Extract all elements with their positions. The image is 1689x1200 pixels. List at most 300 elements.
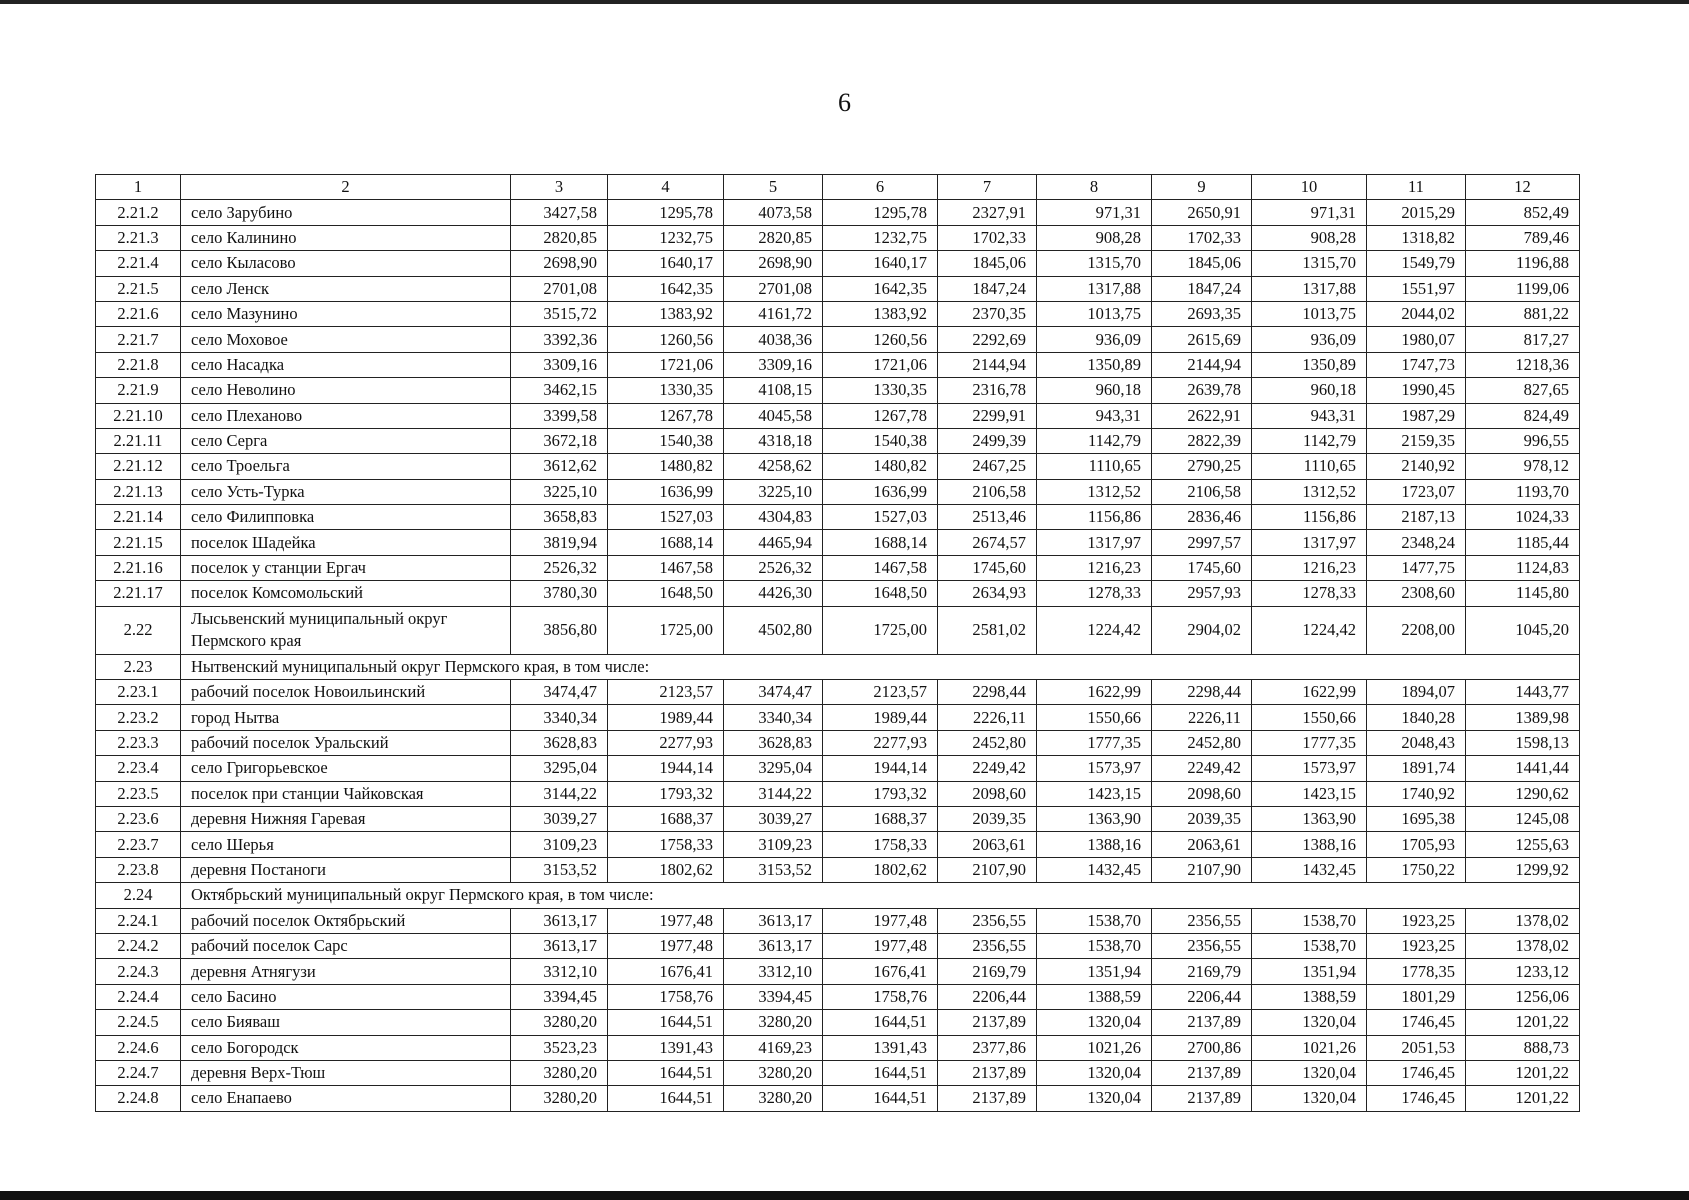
settlement-name: село Троельга [181, 454, 511, 479]
value-cell: 943,31 [1037, 403, 1152, 428]
value-cell: 2187,13 [1367, 505, 1466, 530]
table-row [96, 378, 1580, 403]
page-number: 6 [838, 88, 851, 117]
value-cell: 3039,27 [724, 806, 823, 831]
value-cell: 1467,58 [608, 555, 724, 580]
value-cell: 1480,82 [608, 454, 724, 479]
settlement-name: село Григорьевское [181, 756, 511, 781]
value-cell: 2467,25 [938, 454, 1037, 479]
value-cell: 1540,38 [823, 428, 938, 453]
row-code: 2.21.3 [96, 225, 181, 250]
table-row [96, 301, 1580, 326]
value-cell: 1256,06 [1466, 984, 1580, 1009]
value-cell: 2106,58 [1152, 479, 1252, 504]
column-header: 7 [938, 175, 1037, 200]
value-cell: 1845,06 [1152, 251, 1252, 276]
row-code: 2.21.2 [96, 200, 181, 225]
value-cell: 2226,11 [1152, 705, 1252, 730]
value-cell: 4318,18 [724, 428, 823, 453]
value-cell: 3280,20 [724, 1086, 823, 1111]
value-cell: 1636,99 [823, 479, 938, 504]
value-cell: 2452,80 [1152, 730, 1252, 755]
value-cell: 1388,59 [1037, 984, 1152, 1009]
value-cell: 1980,07 [1367, 327, 1466, 352]
value-cell: 1295,78 [823, 200, 938, 225]
value-cell: 3613,17 [724, 933, 823, 958]
value-cell: 1636,99 [608, 479, 724, 504]
value-cell: 3612,62 [511, 454, 608, 479]
value-cell: 2098,60 [1152, 781, 1252, 806]
value-cell: 1793,32 [823, 781, 938, 806]
value-cell: 1388,59 [1252, 984, 1367, 1009]
value-cell: 1538,70 [1252, 908, 1367, 933]
table-row [96, 680, 1580, 705]
value-cell: 1110,65 [1037, 454, 1152, 479]
value-cell: 817,27 [1466, 327, 1580, 352]
settlement-name: село Серга [181, 428, 511, 453]
value-cell: 3780,30 [511, 581, 608, 606]
table-row [96, 1060, 1580, 1085]
table-body [96, 200, 1580, 1111]
value-cell: 2137,89 [938, 1010, 1037, 1035]
value-cell: 1598,13 [1466, 730, 1580, 755]
value-cell: 2044,02 [1367, 301, 1466, 326]
value-cell: 1315,70 [1252, 251, 1367, 276]
table-row [96, 606, 1580, 654]
value-cell: 1267,78 [823, 403, 938, 428]
settlement-name: рабочий поселок Октябрьский [181, 908, 511, 933]
value-cell: 908,28 [1037, 225, 1152, 250]
value-cell: 1320,04 [1037, 1060, 1152, 1085]
row-code: 2.24.4 [96, 984, 181, 1009]
value-cell: 881,22 [1466, 301, 1580, 326]
value-cell: 1378,02 [1466, 908, 1580, 933]
value-cell: 4426,30 [724, 581, 823, 606]
value-cell: 1644,51 [823, 1010, 938, 1035]
row-code: 2.21.14 [96, 505, 181, 530]
value-cell: 1383,92 [823, 301, 938, 326]
value-cell: 1990,45 [1367, 378, 1466, 403]
value-cell: 1676,41 [823, 959, 938, 984]
value-cell: 3628,83 [511, 730, 608, 755]
value-cell: 2140,92 [1367, 454, 1466, 479]
value-cell: 1378,02 [1466, 933, 1580, 958]
settlement-name: село Усть-Турка [181, 479, 511, 504]
value-cell: 1987,29 [1367, 403, 1466, 428]
row-code: 2.24 [96, 883, 181, 908]
value-cell: 1977,48 [823, 933, 938, 958]
value-cell: 1295,78 [608, 200, 724, 225]
value-cell: 1312,52 [1037, 479, 1152, 504]
value-cell: 2698,90 [724, 251, 823, 276]
table-row [96, 505, 1580, 530]
value-cell: 2039,35 [1152, 806, 1252, 831]
tariff-table [95, 174, 1580, 1112]
value-cell: 2693,35 [1152, 301, 1252, 326]
value-cell: 4304,83 [724, 505, 823, 530]
section-row [96, 654, 1580, 679]
table-row [96, 933, 1580, 958]
value-cell: 3523,23 [511, 1035, 608, 1060]
value-cell: 888,73 [1466, 1035, 1580, 1060]
value-cell: 1045,20 [1466, 606, 1580, 654]
settlement-name: поселок Комсомольский [181, 581, 511, 606]
value-cell: 4161,72 [724, 301, 823, 326]
value-cell: 1260,56 [823, 327, 938, 352]
value-cell: 1255,63 [1466, 832, 1580, 857]
row-code: 2.23.2 [96, 705, 181, 730]
row-code: 2.23.7 [96, 832, 181, 857]
value-cell: 2063,61 [1152, 832, 1252, 857]
value-cell: 1676,41 [608, 959, 724, 984]
table-row [96, 403, 1580, 428]
value-cell: 1740,92 [1367, 781, 1466, 806]
value-cell: 1758,33 [608, 832, 724, 857]
value-cell: 1013,75 [1037, 301, 1152, 326]
row-code: 2.23.4 [96, 756, 181, 781]
value-cell: 4169,23 [724, 1035, 823, 1060]
settlement-name: село Зарубино [181, 200, 511, 225]
value-cell: 1758,33 [823, 832, 938, 857]
value-cell: 936,09 [1037, 327, 1152, 352]
section-title: Нытвенский муниципальный округ Пермского края, в том числе: [181, 654, 1580, 679]
value-cell: 3225,10 [511, 479, 608, 504]
value-cell: 4045,58 [724, 403, 823, 428]
value-cell: 1746,45 [1367, 1010, 1466, 1035]
value-cell: 1423,15 [1252, 781, 1367, 806]
value-cell: 1388,16 [1037, 832, 1152, 857]
value-cell: 3613,17 [724, 908, 823, 933]
value-cell: 1467,58 [823, 555, 938, 580]
value-cell: 2639,78 [1152, 378, 1252, 403]
settlement-name: рабочий поселок Новоильинский [181, 680, 511, 705]
value-cell: 1278,33 [1252, 581, 1367, 606]
value-cell: 3515,72 [511, 301, 608, 326]
value-cell: 971,31 [1252, 200, 1367, 225]
value-cell: 1540,38 [608, 428, 724, 453]
value-cell: 1745,60 [1152, 555, 1252, 580]
settlement-name: поселок Шадейка [181, 530, 511, 555]
column-header: 1 [96, 175, 181, 200]
value-cell: 2348,24 [1367, 530, 1466, 555]
column-header: 11 [1367, 175, 1466, 200]
value-cell: 1267,78 [608, 403, 724, 428]
value-cell: 2581,02 [938, 606, 1037, 654]
settlement-name: село Плеханово [181, 403, 511, 428]
value-cell: 1391,43 [608, 1035, 724, 1060]
value-cell: 4108,15 [724, 378, 823, 403]
value-cell: 1725,00 [823, 606, 938, 654]
table-row [96, 352, 1580, 377]
value-cell: 1745,60 [938, 555, 1037, 580]
value-cell: 936,09 [1252, 327, 1367, 352]
value-cell: 3295,04 [724, 756, 823, 781]
value-cell: 1312,52 [1252, 479, 1367, 504]
value-cell: 3109,23 [724, 832, 823, 857]
value-cell: 3280,20 [511, 1086, 608, 1111]
row-code: 2.21.10 [96, 403, 181, 428]
table-row [96, 756, 1580, 781]
value-cell: 2277,93 [823, 730, 938, 755]
value-cell: 1688,37 [608, 806, 724, 831]
settlement-name: село Мазунино [181, 301, 511, 326]
value-cell: 2299,91 [938, 403, 1037, 428]
value-cell: 1278,33 [1037, 581, 1152, 606]
value-cell: 2159,35 [1367, 428, 1466, 453]
value-cell: 2698,90 [511, 251, 608, 276]
table-row [96, 959, 1580, 984]
row-code: 2.21.16 [96, 555, 181, 580]
value-cell: 1193,70 [1466, 479, 1580, 504]
value-cell: 2123,57 [608, 680, 724, 705]
table-row [96, 908, 1580, 933]
value-cell: 3856,80 [511, 606, 608, 654]
settlement-name: село Кыласово [181, 251, 511, 276]
value-cell: 1750,22 [1367, 857, 1466, 882]
value-cell: 1538,70 [1252, 933, 1367, 958]
value-cell: 1550,66 [1037, 705, 1152, 730]
value-cell: 2048,43 [1367, 730, 1466, 755]
value-cell: 1642,35 [823, 276, 938, 301]
value-cell: 2137,89 [1152, 1060, 1252, 1085]
value-cell: 1944,14 [823, 756, 938, 781]
value-cell: 1847,24 [1152, 276, 1252, 301]
value-cell: 2051,53 [1367, 1035, 1466, 1060]
settlement-name: село Басино [181, 984, 511, 1009]
value-cell: 1801,29 [1367, 984, 1466, 1009]
scan-edge-bottom [0, 1191, 1689, 1200]
table-row [96, 276, 1580, 301]
settlement-name: рабочий поселок Уральский [181, 730, 511, 755]
value-cell: 3109,23 [511, 832, 608, 857]
value-cell: 1320,04 [1037, 1010, 1152, 1035]
value-cell: 1644,51 [823, 1086, 938, 1111]
value-cell: 1024,33 [1466, 505, 1580, 530]
row-code: 2.23.3 [96, 730, 181, 755]
value-cell: 824,49 [1466, 403, 1580, 428]
value-cell: 2106,58 [938, 479, 1037, 504]
row-code: 2.21.8 [96, 352, 181, 377]
value-cell: 1549,79 [1367, 251, 1466, 276]
value-cell: 943,31 [1252, 403, 1367, 428]
table-row [96, 428, 1580, 453]
settlement-name: село Бияваш [181, 1010, 511, 1035]
value-cell: 1622,99 [1037, 680, 1152, 705]
section-row [96, 883, 1580, 908]
value-cell: 1196,88 [1466, 251, 1580, 276]
settlement-name: Лысьвенский муниципальный округ Пермского края [181, 606, 511, 654]
table-row [96, 327, 1580, 352]
value-cell: 3819,94 [511, 530, 608, 555]
value-cell: 2123,57 [823, 680, 938, 705]
value-cell: 1363,90 [1252, 806, 1367, 831]
value-cell: 3658,83 [511, 505, 608, 530]
value-cell: 2820,85 [724, 225, 823, 250]
value-cell: 1527,03 [608, 505, 724, 530]
settlement-name: деревня Атнягузи [181, 959, 511, 984]
value-cell: 2226,11 [938, 705, 1037, 730]
table-row [96, 225, 1580, 250]
row-code: 2.23.8 [96, 857, 181, 882]
value-cell: 2701,08 [724, 276, 823, 301]
value-cell: 1747,73 [1367, 352, 1466, 377]
value-cell: 2098,60 [938, 781, 1037, 806]
value-cell: 1721,06 [823, 352, 938, 377]
value-cell: 1232,75 [823, 225, 938, 250]
value-cell: 1989,44 [823, 705, 938, 730]
value-cell: 3153,52 [511, 857, 608, 882]
value-cell: 1847,24 [938, 276, 1037, 301]
table-row [96, 200, 1580, 225]
value-cell: 3394,45 [724, 984, 823, 1009]
settlement-name: село Филипповка [181, 505, 511, 530]
value-cell: 2144,94 [938, 352, 1037, 377]
value-cell: 2169,79 [938, 959, 1037, 984]
row-code: 2.23 [96, 654, 181, 679]
value-cell: 2356,55 [1152, 908, 1252, 933]
value-cell: 1317,97 [1037, 530, 1152, 555]
value-cell: 2298,44 [1152, 680, 1252, 705]
row-code: 2.21.7 [96, 327, 181, 352]
table-row [96, 832, 1580, 857]
value-cell: 3613,17 [511, 933, 608, 958]
value-cell: 789,46 [1466, 225, 1580, 250]
value-cell: 1290,62 [1466, 781, 1580, 806]
value-cell: 2206,44 [1152, 984, 1252, 1009]
value-cell: 1746,45 [1367, 1060, 1466, 1085]
value-cell: 1318,82 [1367, 225, 1466, 250]
value-cell: 1648,50 [608, 581, 724, 606]
value-cell: 3309,16 [724, 352, 823, 377]
value-cell: 2169,79 [1152, 959, 1252, 984]
settlement-name: село Моховое [181, 327, 511, 352]
row-code: 2.21.6 [96, 301, 181, 326]
value-cell: 3394,45 [511, 984, 608, 1009]
value-cell: 3312,10 [724, 959, 823, 984]
value-cell: 1723,07 [1367, 479, 1466, 504]
value-cell: 1432,45 [1037, 857, 1152, 882]
value-cell: 1977,48 [608, 908, 724, 933]
column-header: 12 [1466, 175, 1580, 200]
value-cell: 1891,74 [1367, 756, 1466, 781]
table-row [96, 530, 1580, 555]
value-cell: 2674,57 [938, 530, 1037, 555]
value-cell: 1330,35 [608, 378, 724, 403]
value-cell: 2370,35 [938, 301, 1037, 326]
row-code: 2.23.1 [96, 680, 181, 705]
value-cell: 1350,89 [1037, 352, 1152, 377]
settlement-name: деревня Нижняя Гаревая [181, 806, 511, 831]
value-cell: 1391,43 [823, 1035, 938, 1060]
value-cell: 1944,14 [608, 756, 724, 781]
value-cell: 1802,62 [823, 857, 938, 882]
value-cell: 1644,51 [823, 1060, 938, 1085]
value-cell: 2206,44 [938, 984, 1037, 1009]
value-cell: 1777,35 [1252, 730, 1367, 755]
value-cell: 2700,86 [1152, 1035, 1252, 1060]
value-cell: 1840,28 [1367, 705, 1466, 730]
value-cell: 1224,42 [1252, 606, 1367, 654]
value-cell: 3225,10 [724, 479, 823, 504]
value-cell: 3280,20 [511, 1010, 608, 1035]
table-row [96, 479, 1580, 504]
value-cell: 1156,86 [1252, 505, 1367, 530]
value-cell: 3295,04 [511, 756, 608, 781]
value-cell: 1688,14 [608, 530, 724, 555]
row-code: 2.23.6 [96, 806, 181, 831]
value-cell: 1245,08 [1466, 806, 1580, 831]
value-cell: 1389,98 [1466, 705, 1580, 730]
value-cell: 1315,70 [1037, 251, 1152, 276]
settlement-name: село Насадка [181, 352, 511, 377]
value-cell: 1551,97 [1367, 276, 1466, 301]
value-cell: 1538,70 [1037, 933, 1152, 958]
value-cell: 2249,42 [1152, 756, 1252, 781]
value-cell: 1232,75 [608, 225, 724, 250]
value-cell: 3153,52 [724, 857, 823, 882]
value-cell: 1142,79 [1252, 428, 1367, 453]
value-cell: 3309,16 [511, 352, 608, 377]
value-cell: 1320,04 [1252, 1060, 1367, 1085]
value-cell: 1622,99 [1252, 680, 1367, 705]
column-header: 3 [511, 175, 608, 200]
settlement-name: город Нытва [181, 705, 511, 730]
value-cell: 1110,65 [1252, 454, 1367, 479]
value-cell: 2356,55 [1152, 933, 1252, 958]
row-code: 2.21.12 [96, 454, 181, 479]
settlement-name: поселок у станции Ергач [181, 555, 511, 580]
value-cell: 1218,36 [1466, 352, 1580, 377]
value-cell: 3280,20 [511, 1060, 608, 1085]
value-cell: 2701,08 [511, 276, 608, 301]
value-cell: 2499,39 [938, 428, 1037, 453]
value-cell: 2015,29 [1367, 200, 1466, 225]
value-cell: 3144,22 [511, 781, 608, 806]
settlement-name: село Ленск [181, 276, 511, 301]
value-cell: 2634,93 [938, 581, 1037, 606]
value-cell: 1688,14 [823, 530, 938, 555]
value-cell: 2377,86 [938, 1035, 1037, 1060]
value-cell: 1299,92 [1466, 857, 1580, 882]
value-cell: 2137,89 [1152, 1010, 1252, 1035]
value-cell: 1199,06 [1466, 276, 1580, 301]
value-cell: 2107,90 [1152, 857, 1252, 882]
value-cell: 3280,20 [724, 1010, 823, 1035]
value-cell: 960,18 [1252, 378, 1367, 403]
value-cell: 2820,85 [511, 225, 608, 250]
table-row [96, 806, 1580, 831]
value-cell: 1216,23 [1252, 555, 1367, 580]
value-cell: 1124,83 [1466, 555, 1580, 580]
settlement-name: село Неволино [181, 378, 511, 403]
value-cell: 1320,04 [1252, 1010, 1367, 1035]
row-code: 2.22 [96, 606, 181, 654]
value-cell: 1320,04 [1252, 1086, 1367, 1111]
row-code: 2.24.8 [96, 1086, 181, 1111]
row-code: 2.21.11 [96, 428, 181, 453]
row-code: 2.21.17 [96, 581, 181, 606]
value-cell: 3474,47 [511, 680, 608, 705]
settlement-name: поселок при станции Чайковская [181, 781, 511, 806]
value-cell: 3144,22 [724, 781, 823, 806]
value-cell: 2822,39 [1152, 428, 1252, 453]
value-cell: 2308,60 [1367, 581, 1466, 606]
table-row [96, 857, 1580, 882]
row-code: 2.21.5 [96, 276, 181, 301]
value-cell: 2298,44 [938, 680, 1037, 705]
value-cell: 1642,35 [608, 276, 724, 301]
column-header: 5 [724, 175, 823, 200]
